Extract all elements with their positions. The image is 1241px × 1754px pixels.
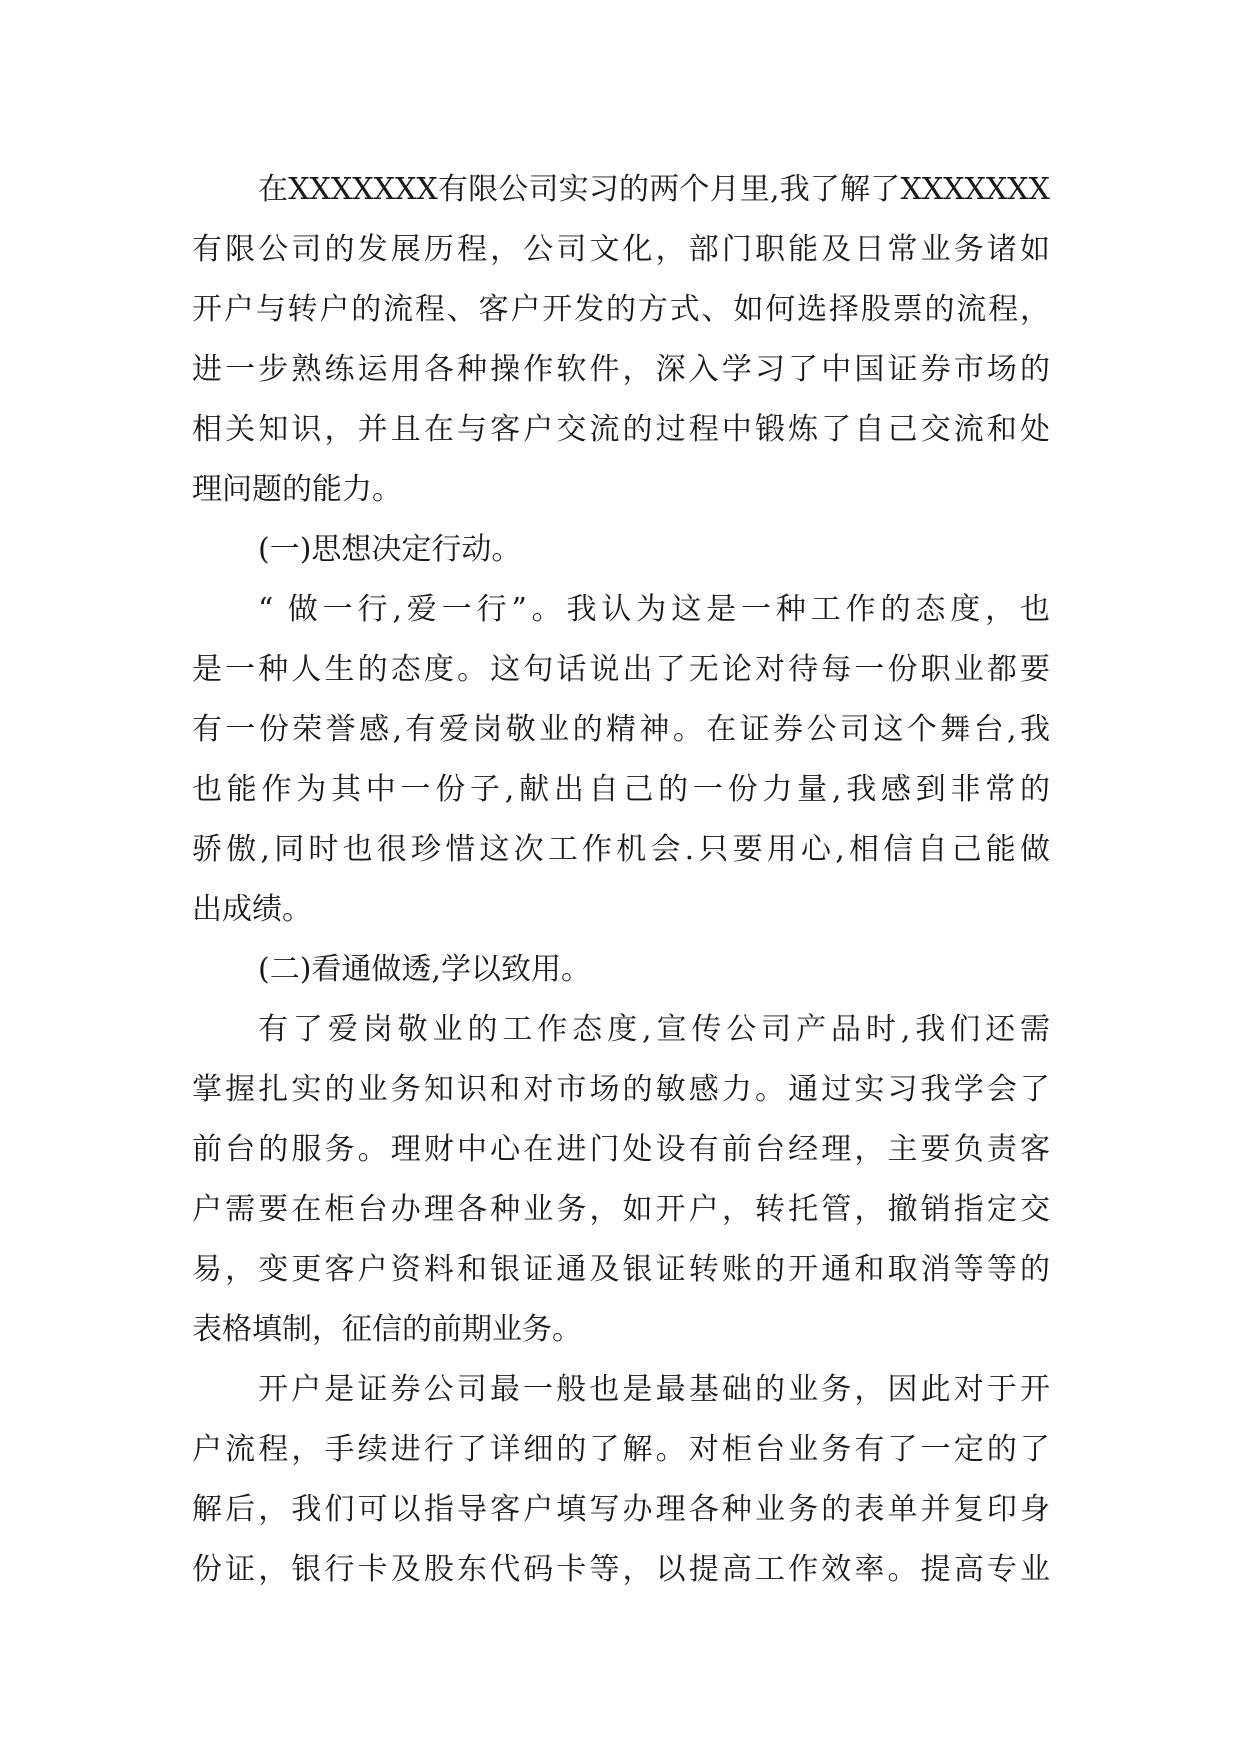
text-line: 相关知识，并且在与客户交流的过程中锻炼了自己交流和处 [192,412,1050,447]
text-line: 解后，我们可以指导客户填写办理各种业务的表单并复印身 [192,1492,1050,1527]
text-line: 开户是证券公司最一般也是最基础的业务，因此对于开 [258,1372,1050,1407]
text-line: (一)思想决定行动。 [258,532,522,567]
text-line: “ 做一行,爱一行”。我认为这是一种工作的态度，也 [258,592,1050,627]
text-line: 在XXXXXXX有限公司实习的两个月里,我了解了XXXXXXX [258,172,1050,207]
text-line: 易，变更客户资料和银证通及银证转账的开通和取消等等的 [192,1252,1050,1287]
text-line: 骄傲,同时也很珍惜这次工作机会.只要用心,相信自己能做 [192,832,1050,867]
text-line: 也能作为其中一份子,献出自己的一份力量,我感到非常的 [192,772,1050,807]
text-line: 前台的服务。理财中心在进门处设有前台经理，主要负责客 [192,1132,1050,1167]
text-line: 份证，银行卡及股东代码卡等，以提高工作效率。提高专业 [192,1552,1050,1587]
text-line: 是一种人生的态度。这句话说出了无论对待每一份职业都要 [192,652,1050,687]
text-line: 理问题的能力。 [192,472,402,507]
text-line: 有了爱岗敬业的工作态度,宣传公司产品时,我们还需 [258,1012,1050,1047]
text-line: 开户与转户的流程、客户开发的方式、如何选择股票的流程， [192,292,1050,327]
text-line: 表格填制，征信的前期业务。 [192,1312,582,1347]
text-line: 有限公司的发展历程，公司文化，部门职能及日常业务诸如 [192,232,1050,267]
text-line: 掌握扎实的业务知识和对市场的敏感力。通过实习我学会了 [192,1072,1050,1107]
text-line: 有一份荣誉感,有爱岗敬业的精神。在证券公司这个舞台,我 [192,712,1050,747]
document-body [192,160,1050,1600]
text-line: 进一步熟练运用各种操作软件，深入学习了中国证券市场的 [192,352,1050,387]
text-line: 户流程，手续进行了详细的了解。对柜台业务有了一定的了 [192,1432,1050,1467]
text-line: (二)看通做透,学以致用。 [258,952,591,987]
text-line: 户需要在柜台办理各种业务，如开户，转托管，撤销指定交 [192,1192,1050,1227]
text-line: 出成绩。 [192,892,312,927]
